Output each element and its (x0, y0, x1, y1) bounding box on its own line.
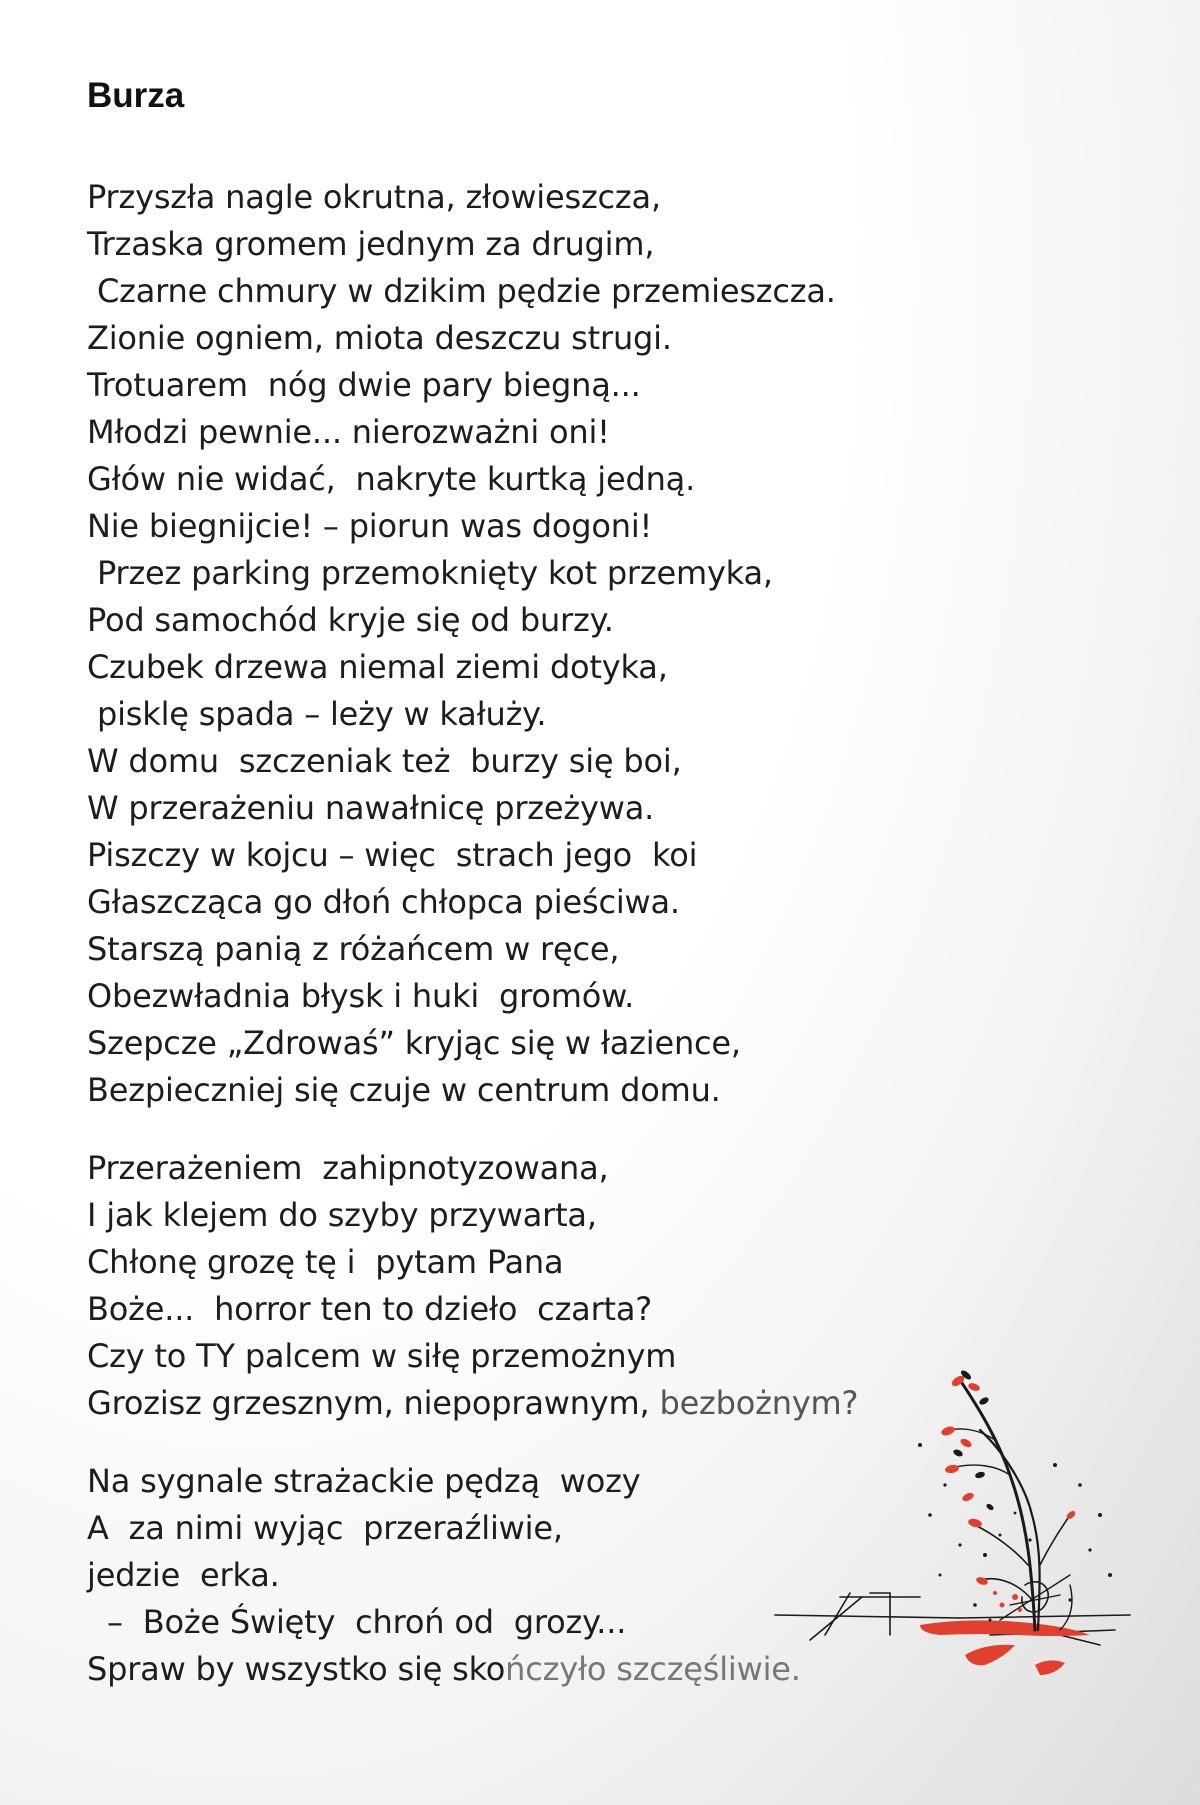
poem-line: A za nimi wyjąc przeraźliwie, (87, 1509, 563, 1547)
poem-line-end: ńczyło szczęśliwie. (505, 1650, 801, 1688)
poem-line: Piszczy w kojcu – więc strach jego koi (87, 836, 698, 874)
ground-lines-icon (775, 1593, 1130, 1645)
poem-line: Przerażeniem zahipnotyzowana, (87, 1149, 609, 1187)
poem-line: I jak klejem do szyby przywarta, (87, 1196, 597, 1234)
poem-line: pisklę spada – leży w kałuży. (87, 695, 547, 733)
stanza-1 (87, 174, 1147, 1114)
poem-line-start: Grozisz grzesznym, niepoprawnym, (87, 1384, 660, 1422)
poem-line: jedzie erka. (87, 1556, 280, 1594)
poem-line: Obezwładnia błysk i huki gromów. (87, 977, 635, 1015)
red-leaves-icon (940, 1374, 1077, 1612)
poem-line: Starszą panią z różańcem w ręce, (87, 930, 620, 968)
poem-line: Przez parking przemoknięty kot przemyka, (87, 554, 773, 592)
poem-line: Chłonę grozę tę i pytam Pana (87, 1243, 564, 1281)
poem-line: W przerażeniu nawałnicę przeżywa. (87, 789, 655, 827)
poem-line: Na sygnale strażackie pędzą wozy (87, 1462, 641, 1500)
poem-line: Czarne chmury w dzikim pędzie przemieszcza. (87, 272, 836, 310)
poem-line: Głaszcząca go dłoń chłopca pieściwa. (87, 883, 680, 921)
poem-line-end: bezbożnym? (659, 1384, 859, 1422)
tree-trunk-icon (948, 1380, 1072, 1630)
poem-line: Przyszła nagle okrutna, złowieszcza, (87, 178, 661, 216)
poem-line: Trzaska gromem jednym za drugim, (87, 225, 655, 263)
poem-line: Czy to TY palcem w siłę przemożnym (87, 1337, 677, 1375)
red-splash-icon (920, 1620, 1090, 1675)
poem-line: – Boże Święty chroń od grozy... (87, 1603, 627, 1641)
poem-line: Młodzi pewnie... nierozważni oni! (87, 413, 610, 451)
poem-line: Szepcze „Zdrowaś” kryjąc się w łazience, (87, 1024, 741, 1062)
poem-line: Głów nie widać, nakryte kurtką jedną. (87, 460, 696, 498)
poem-line-start: Spraw by wszystko się sko (87, 1650, 506, 1688)
poem-line: Nie biegnijcie! – piorun was dogoni! (87, 507, 653, 545)
poem-line: W domu szczeniak też burzy się boi, (87, 742, 682, 780)
poem-line: Pod samochód kryje się od burzy. (87, 601, 614, 639)
poem-line: Bezpieczniej się czuje w centrum domu. (87, 1071, 721, 1109)
poem-line: Czubek drzewa niemal ziemi dotyka, (87, 648, 668, 686)
poem-line: Boże... horror ten to dzieło czarta? (87, 1290, 653, 1328)
poem-title: Burza (87, 76, 185, 115)
poem-line: Zionie ogniem, miota deszczu strugi. (87, 319, 672, 357)
poem-line: Trotuarem nóg dwie pary biegną... (87, 366, 641, 404)
windblown-tree-icon (770, 1335, 1150, 1705)
